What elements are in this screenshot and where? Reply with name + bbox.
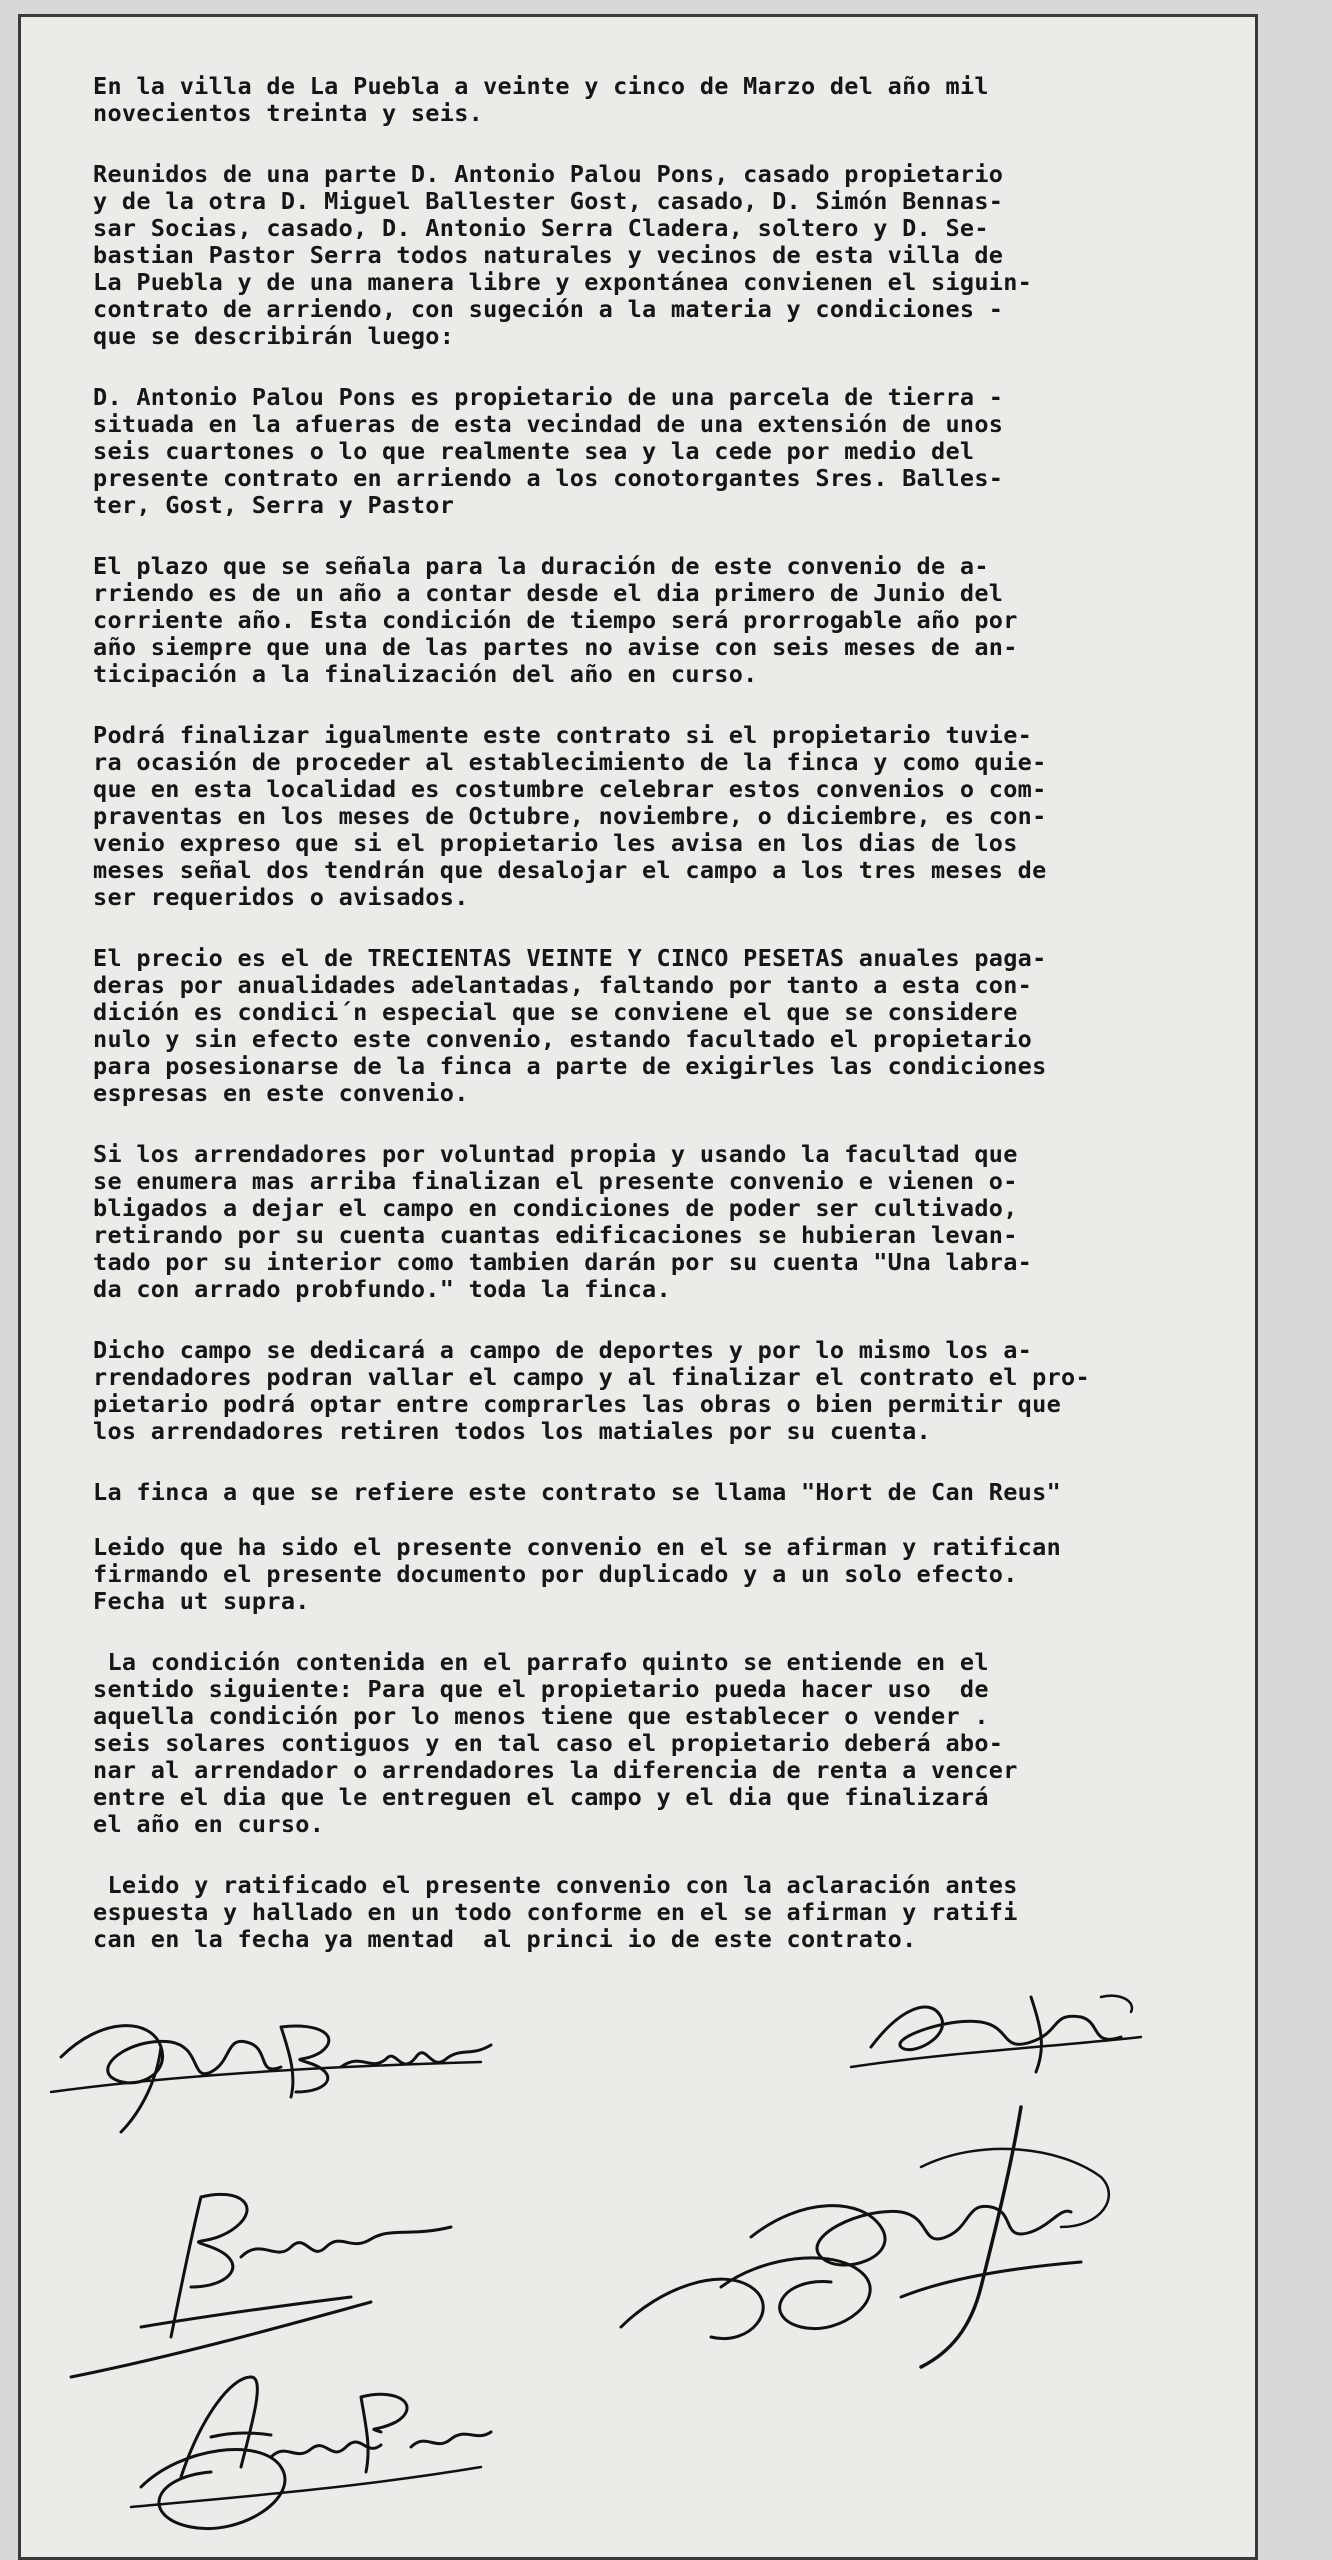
paragraph-signing: Leido que ha sido el presente convenio en el se afirman y ratifican firmando el presente documento por duplicado y a un solo efecto. Fecha ut supra. (93, 1533, 1062, 1615)
paragraph-voluntary-end: Si los arrendadores por voluntad propia y usando la facultad que se enumera mas arriba finalizan el presente convenio e vienen o- bligados a dejar el campo en condiciones de poder ser cultivado, retirando por su cuenta cuantas edificaciones se hubieran levan- tado por su interior como tambien darán por su cuenta "Una labra- da con arrado probfundo." toda la finca. (93, 1140, 1033, 1303)
paragraph-estate-name: La finca a que se refiere este contrato se llama "Hort de Can Reus" (93, 1478, 1062, 1506)
contract-page (18, 14, 1258, 2560)
signature-bennassar (601, 2097, 1121, 2391)
paragraph-term: El plazo que se señala para la duración de este convenio de a- rriendo es de un año a contar desde el dia primero de Junio del corriente año. Esta condición de tiempo será prorrogable año por año siempre que una de las partes no avise con seis meses de an- ticipación a la finalización del año en curso. (93, 552, 1018, 688)
paragraph-clarification: La condición contenida en el parrafo quinto se entiende en el sentido siguiente: Para que el propietario pueda hacer uso de aquella condición por lo menos tiene que establecer o vender . seis solares contiguos y en tal caso el propietario deberá abo- nar al arrendador o arrendadores la diferencia de renta a vencer entre el dia que le entreguen el campo y el dia que finalizará el año en curso. (93, 1648, 1018, 1838)
paragraph-date: En la villa de La Puebla a veinte y cinco de Marzo del año mil novecientos treinta y seis. (93, 72, 989, 127)
paragraph-property: D. Antonio Palou Pons es propietario de una parcela de tierra - situada en la afueras de esta vecindad de una extensión de unos seis cuartones o lo que realmente sea y la cede por medio del presente contrato en arriendo a los conotorgantes Sres. Balles- ter, Gost, Serra y Pastor (93, 383, 1004, 519)
paragraph-ratification: Leido y ratificado el presente convenio con la aclaración antes espuesta y hallado en un todo conforme en el se afirman y ratifi can en la fecha ya mentad al princi io de este contrato. (93, 1871, 1018, 1953)
paragraph-parties: Reunidos de una parte D. Antonio Palou Pons, casado propietario y de la otra D. Miguel Ballester Gost, casado, D. Simón Bennas- sar Socias, casado, D. Antonio Serra Cladera, soltero y D. Se- bastian Pastor Serra todos naturales y vecinos de esta villa de La Puebla y de una manera libre y expontánea convienen el siguin- contrato de arriendo, con sugeción a la materia y condiciones - que se describirán luego: (93, 160, 1033, 350)
signature-gost (831, 1977, 1151, 2091)
contract-text (93, 73, 1273, 1987)
paragraph-termination: Podrá finalizar igualmente este contrato si el propietario tuvie- ra ocasión de proceder al establecimiento de la finca y como quie- que en esta localidad es costumbre celebrar estos convenios o com- praventas en los meses de Octubre, noviembre, o diciembre, es con- venio expreso que si el propietario les avisa en los dias de los meses señal dos tendrán que desalojar el campo a los tres meses de ser requeridos o avisados. (93, 721, 1047, 911)
signature-palou (121, 2347, 501, 2551)
paragraph-sports-field: Dicho campo se dedicará a campo de deportes y por lo mismo los a- rrendadores podran vallar el campo y al finalizar el contrato el pro- pietario podrá optar entre comprarles las obras o bien permitir que los arrendadores retiren todos los matiales por su cuenta. (93, 1336, 1090, 1445)
paragraph-price: El precio es el de TRECIENTAS VEINTE Y CINCO PESETAS anuales paga- deras por anualidades adelantadas, faltando por tanto a esta con- dición es condici´n especial que se conviene el que se considere nulo y sin efecto este convenio, estando facultado el propietario para posesionarse de la finca a parte de exigirles las condiciones espresas en este convenio. (93, 944, 1047, 1107)
signature-ballester (41, 1997, 501, 2151)
